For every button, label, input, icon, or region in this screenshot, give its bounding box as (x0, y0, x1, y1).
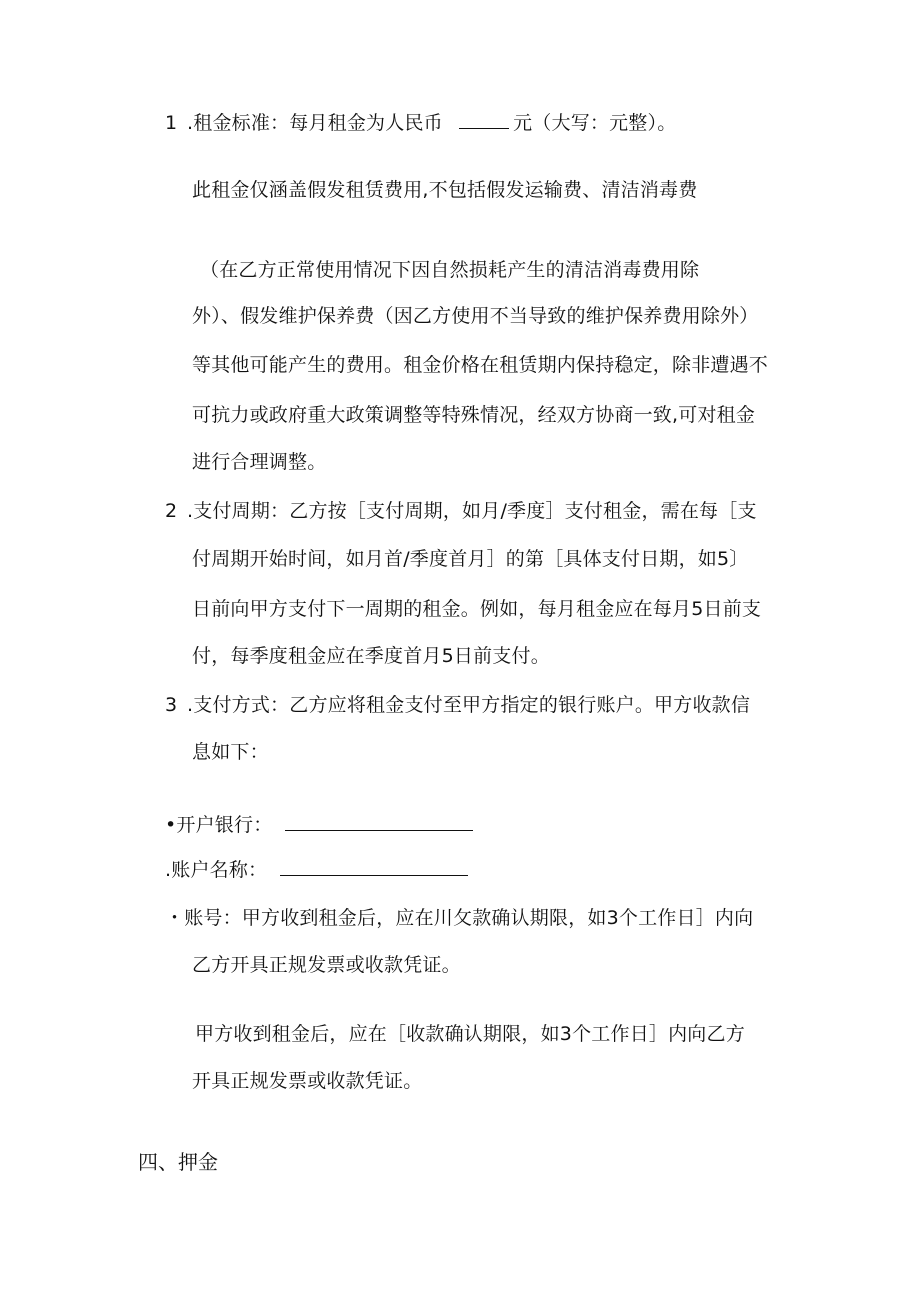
rent-prefix: .租金标准：每月租金为人民币 (187, 112, 443, 134)
paragraph-line: 此租金仅涵盖假发租赁费用,不包括假发运输费、清洁消毒费 (192, 179, 698, 201)
account-number-line: ・账号：甲方收到租金后，应在川攵款确认期限，如3个工作日］内向 (165, 907, 754, 929)
section-heading-deposit: 四、押金 (138, 1150, 218, 1174)
clause-number: 1 (165, 112, 178, 134)
rent-standard-line (187, 110, 676, 136)
account-name-blank (280, 857, 468, 876)
paragraph-line: 付周期开始时间，如月首/季度首月］的第［具体支付日期，如5〕 (192, 548, 749, 570)
bank-name-row (165, 812, 473, 838)
paragraph-line: 息如下： (192, 741, 269, 763)
clause-number: 2 (165, 500, 178, 522)
paragraph-line: 等其他可能产生的费用。租金价格在租赁期内保持稳定，除非遭遇不 (192, 354, 769, 376)
paragraph-line: 甲方收到租金后，应在［收款确认期限，如3个工作日］内向乙方 (195, 1023, 745, 1045)
paragraph-line: （在乙方正常使用情况下因自然损耗产生的清洁消毒费用除 (200, 259, 700, 281)
account-name-label: .账户名称： (165, 859, 268, 881)
paragraph-line: .支付周期：乙方按［支付周期，如月/季度］支付租金，需在每［支 (187, 500, 757, 522)
paragraph-line: 进行合理调整。 (192, 451, 327, 473)
clause-number: 3 (165, 694, 178, 716)
paragraph-line: 日前向甲方支付下一周期的租金。例如，每月租金应在每月5日前支 (192, 598, 762, 620)
paragraph-line: 可抗力或政府重大政策调整等特殊情况，经双方协商一致,可对租金 (192, 404, 756, 426)
account-name-row (165, 857, 468, 883)
bank-label: •开户银行： (165, 814, 273, 836)
paragraph-line: .支付方式：乙方应将租金支付至甲方指定的银行账户。甲方收款信 (187, 694, 751, 716)
rent-amount-blank (459, 110, 509, 129)
bank-name-blank (285, 812, 473, 831)
rent-suffix: 元（大写：元整）。 (513, 112, 677, 134)
paragraph-line: 外）、假发维护保养费（因乙方使用不当导致的维护保养费用除外） (192, 305, 759, 327)
paragraph-line: 乙方开具正规发票或收款凭证。 (192, 954, 461, 976)
paragraph-line: 开具正规发票或收款凭证。 (192, 1070, 423, 1092)
paragraph-line: 付，每季度租金应在季度首月5日前支付。 (192, 645, 550, 667)
